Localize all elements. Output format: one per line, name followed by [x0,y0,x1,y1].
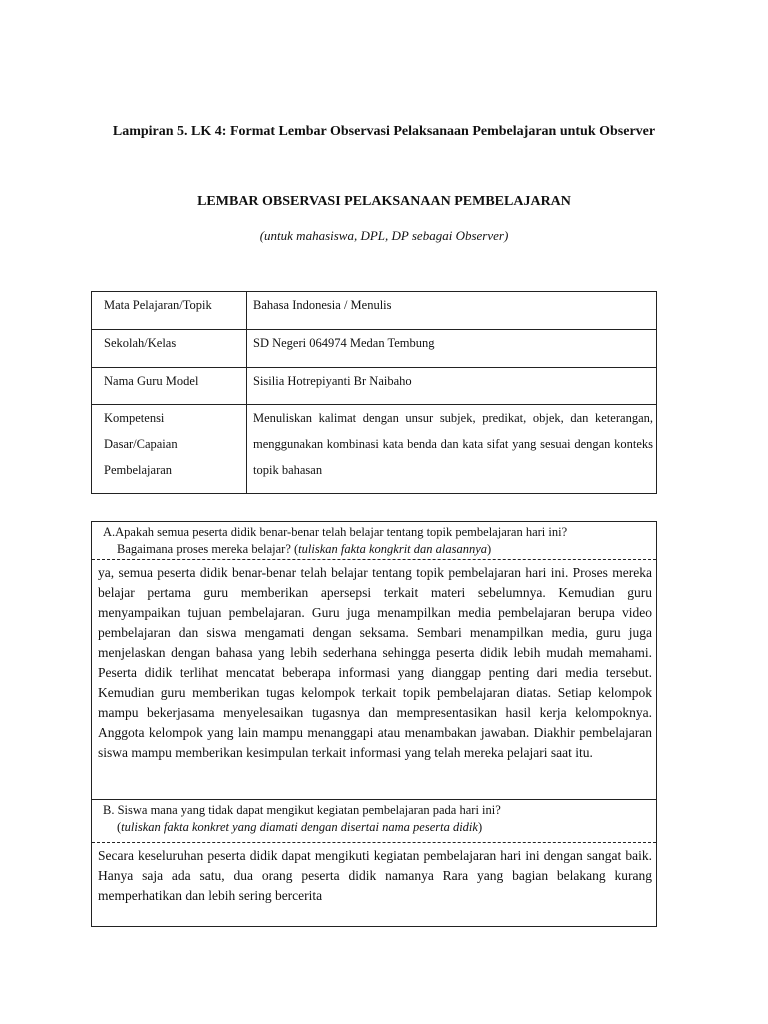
label-mata-pelajaran: Mata Pelajaran/Topik [92,292,247,330]
question-a-prefix: Bagaimana proses mereka belajar? ( [117,542,299,556]
question-a-line1: A.Apakah semua peserta didik benar-benar telah belajar tentang topik pembelajaran hari ini? [103,525,568,539]
label-sekolah-kelas: Sekolah/Kelas [92,330,247,368]
table-row [92,292,657,330]
info-table [91,291,657,494]
document-title: LEMBAR OBSERVASI PELAKSANAAN PEMBELAJARAN [197,194,571,209]
label-kompetensi-line: Dasar/Capaian [104,437,178,451]
value-sekolah-kelas: SD Negeri 064974 Medan Tembung [247,330,657,368]
question-a [92,522,656,559]
value-kompetensi: Menuliskan kalimat dengan unsur subjek, predikat, objek, dan keterangan, menggunakan kombinasi kata benda dan kata sifat yang sesuai dengan konteks topik bahasan [247,405,657,494]
answer-a: ya, semua peserta didik benar-benar telah belajar tentang topik pembelajaran hari ini. Proses mereka belajar pertama guru memberikan apersepsi terkait materi sebelumnya. Kemudian guru menyampaikan tujuan pembelajaran. Guru juga menampilkan media pembelajaran berupa video pembelajaran dan siswa mengamati dengan seksama. Sembari menampilkan media, guru juga menjelaskan dengan bahasa yang lebih sederhana sehingga peserta didik lebih mudah memahami. Peserta didik terlihat mencatat beberapa informasi yang dianggap penting dari media tersebut. Kemudian guru memberikan tugas kelompok terkait topik pembelajaran diatas. Setiap kelompok mampu bekerjasama menyelesaikan tugasnya dan mempresentasikan hasil kerja kelompoknya. Anggota kelompok yang lain mampu menanggapi atau menambakan jawaban. Diakhir pembelajaran siswa mampu memberikan kesimpulan terkait informasi yang telah mereka pelajari saat itu. [98,565,652,760]
label-kompetensi-line: Pembelajaran [104,463,173,477]
question-b-line1: B. Siswa mana yang tidak dapat mengikut kegiatan pembelajaran pada hari ini? [103,803,501,817]
value-nama-guru: Sisilia Hotrepiyanti Br Naibaho [247,368,657,405]
question-a-hint: tuliskan fakta kongkrit dan alasannya [298,542,488,556]
table-row [92,405,657,494]
observation-box [91,521,657,927]
question-b-prefix: ( [117,820,122,834]
label-nama-guru: Nama Guru Model [92,368,247,405]
question-b-hint: tuliskan fakta konkret yang diamati dengan disertai nama peserta didik [121,820,478,834]
question-b-line2 [103,819,650,836]
question-b [92,800,656,842]
page-heading: Lampiran 5. LK 4: Format Lembar Observasi Pelaksanaan Pembelajaran untuk Observer [112,124,656,139]
table-row [92,368,657,405]
question-a-line2 [103,541,650,558]
answer-b: Secara keseluruhan peserta didik dapat mengikuti kegiatan pembelajaran hari ini dengan sangat baik. Hanya saja ada satu, dua orang peserta didik namanya Rara yang bagian belakang kurang memperhatikan dan lebih sering bercerita [98,848,652,903]
document-subtitle: (untuk mahasiswa, DPL, DP sebagai Observer) [259,228,509,243]
question-a-suffix: ) [487,542,492,556]
value-mata-pelajaran: Bahasa Indonesia / Menulis [247,292,657,330]
label-kompetensi [92,405,247,494]
table-row [92,330,657,368]
label-kompetensi-line: Kompetensi [104,411,165,425]
question-b-suffix: ) [477,820,483,834]
